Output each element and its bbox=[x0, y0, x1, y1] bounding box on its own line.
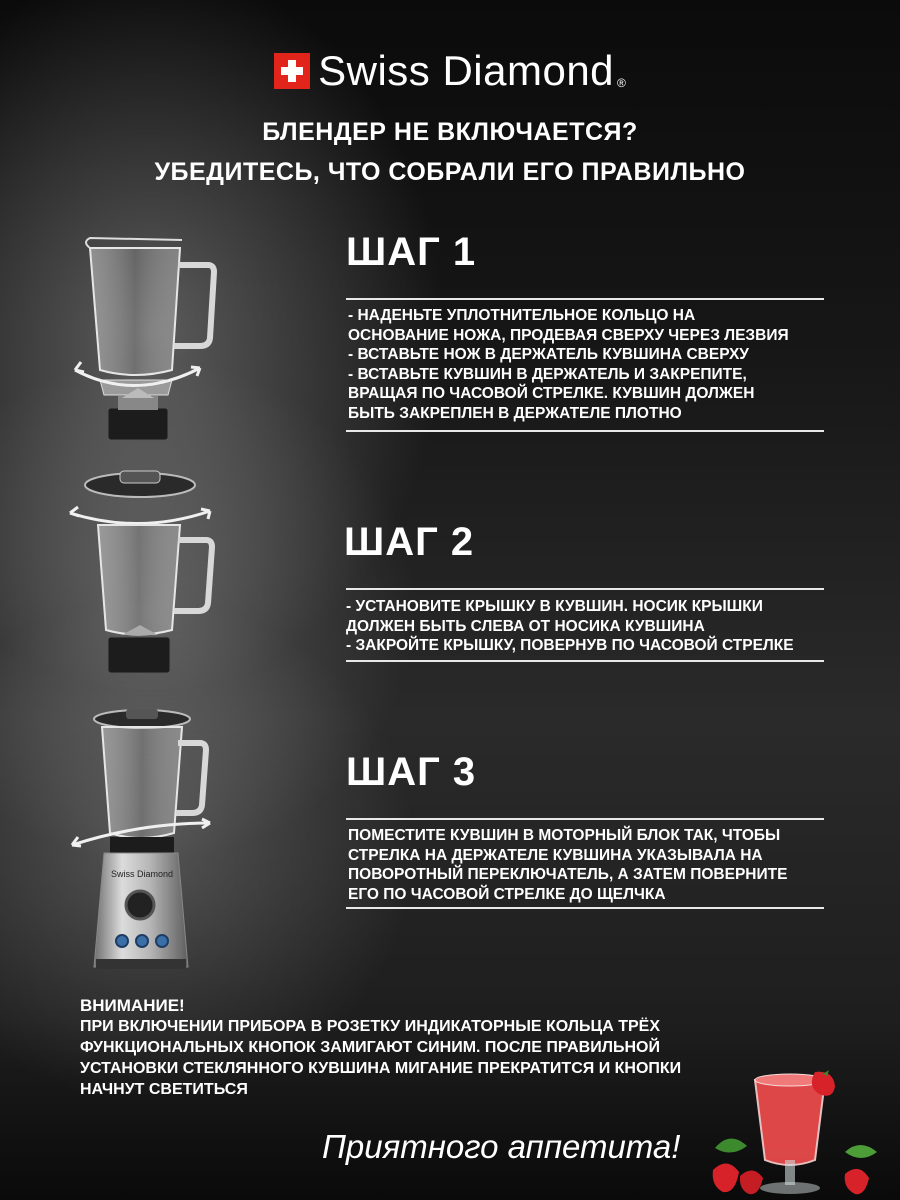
step-2-title: ШАГ 2 bbox=[344, 520, 475, 564]
warning-block bbox=[80, 995, 780, 1100]
rotate-arrow-icon bbox=[65, 360, 85, 380]
headline-line-2: УБЕДИТЕСЬ, ЧТО СОБРАЛИ ЕГО ПРАВИЛЬНО bbox=[154, 158, 746, 186]
swiss-cross-icon bbox=[274, 53, 310, 89]
step-1-line: - НАДЕНЬТЕ УПЛОТНИТЕЛЬНОЕ КОЛЬЦО НА bbox=[348, 307, 696, 324]
step-1-text bbox=[348, 306, 789, 423]
step-3-text bbox=[348, 826, 787, 904]
device-brand-label: Swiss Diamond bbox=[110, 869, 174, 879]
step-3-rule-top bbox=[346, 818, 824, 820]
step-3-blender-illustration bbox=[60, 705, 210, 980]
step-3-line: СТРЕЛКА НА ДЕРЖАТЕЛЕ КУВШИНА УКАЗЫВАЛА НА bbox=[348, 846, 763, 864]
brand-logo bbox=[0, 47, 900, 94]
step-2-line: - ЗАКРОЙТЕ КРЫШКУ, ПОВЕРНУВ ПО ЧАСОВОЙ СТРЕЛКЕ bbox=[346, 637, 794, 654]
registered-mark: ® bbox=[617, 76, 626, 90]
farewell-text: Приятного аппетита! bbox=[322, 1128, 681, 1165]
step-3-rule-bottom bbox=[346, 907, 824, 909]
step-3-title: ШАГ 3 bbox=[346, 750, 477, 794]
step-1-jug-illustration bbox=[60, 230, 230, 455]
step-1-rule-bottom bbox=[346, 430, 824, 432]
step-1-line: БЫТЬ ЗАКРЕПЛЕН В ДЕРЖАТЕЛЕ ПЛОТНО bbox=[348, 404, 682, 422]
step-3-line: ПОМЕСТИТЕ КУВШИН В МОТОРНЫЙ БЛОК ТАК, ЧТОБЫ bbox=[348, 827, 781, 844]
warning-line: ПРИ ВКЛЮЧЕНИИ ПРИБОРА В РОЗЕТКУ ИНДИКАТОРНЫЕ КОЛЬЦА ТРЁХ bbox=[80, 1018, 661, 1035]
step-2-jug-illustration bbox=[60, 465, 230, 680]
step-3-line: ЕГО ПО ЧАСОВОЙ СТРЕЛКЕ ДО ЩЕЛЧКА bbox=[348, 885, 666, 903]
step-1-line: ВРАЩАЯ ПО ЧАСОВОЙ СТРЕЛКЕ. КУВШИН ДОЛЖЕН bbox=[348, 385, 755, 402]
step-1-rule-top bbox=[346, 298, 824, 300]
step-2-line: ДОЛЖЕН БЫТЬ СЛЕВА ОТ НОСИКА КУВШИНА bbox=[346, 617, 705, 635]
step-1-line: - ВСТАВЬТЕ КУВШИН В ДЕРЖАТЕЛЬ И ЗАКРЕПИТЕ, bbox=[348, 365, 747, 383]
warning-line: НАЧНУТ СВЕТИТЬСЯ bbox=[80, 1081, 248, 1098]
headline-line-1: БЛЕНДЕР НЕ ВКЛЮЧАЕТСЯ? bbox=[262, 118, 638, 146]
step-1-title: ШАГ 1 bbox=[346, 230, 477, 274]
warning-line: ФУНКЦИОНАЛЬНЫХ КНОПОК ЗАМИГАЮТ СИНИМ. ПОСЛЕ ПРАВИЛЬНОЙ bbox=[80, 1039, 660, 1056]
step-2-rule-bottom bbox=[346, 660, 824, 662]
smoothie-glass-illustration bbox=[695, 1060, 890, 1200]
brand-name: Swiss Diamond bbox=[318, 47, 615, 94]
step-2-line: - УСТАНОВИТЕ КРЫШКУ В КУВШИН. НОСИК КРЫШКИ bbox=[346, 598, 763, 615]
step-1-line: ОСНОВАНИЕ НОЖА, ПРОДЕВАЯ СВЕРХУ ЧЕРЕЗ ЛЕЗВИЯ bbox=[348, 326, 789, 344]
step-2-text bbox=[346, 597, 794, 656]
warning-line: УСТАНОВКИ СТЕКЛЯННОГО КУВШИНА МИГАНИЕ ПРЕКРАТИТСЯ И КНОПКИ bbox=[80, 1060, 682, 1077]
step-1-line: - ВСТАВЬТЕ НОЖ В ДЕРЖАТЕЛЬ КУВШИНА СВЕРХУ bbox=[348, 346, 749, 363]
step-3-line: ПОВОРОТНЫЙ ПЕРЕКЛЮЧАТЕЛЬ, А ЗАТЕМ ПОВЕРНИТЕ bbox=[348, 866, 788, 883]
step-2-rule-top bbox=[346, 588, 824, 590]
warning-title: ВНИМАНИЕ! bbox=[80, 996, 185, 1015]
